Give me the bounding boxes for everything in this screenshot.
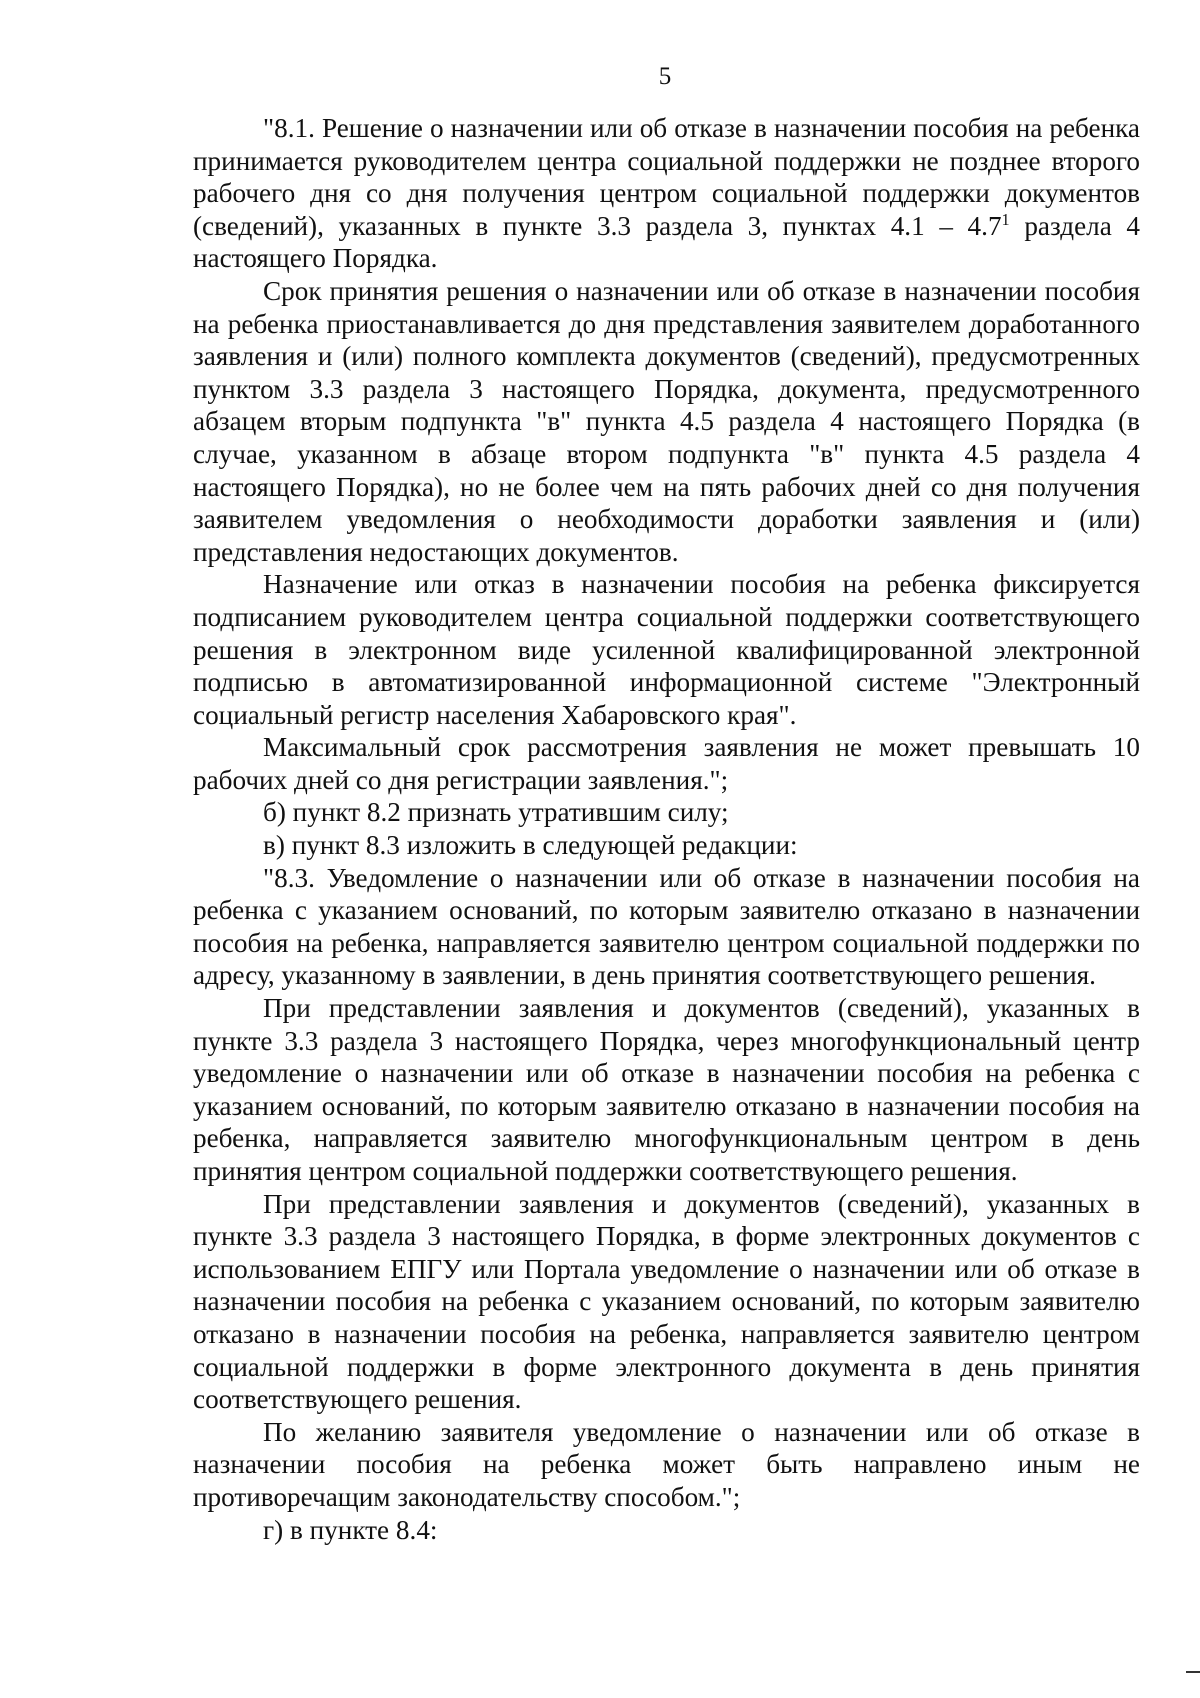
paragraph-8-1-text: "8.1. Решение о назначении или об отказе в назначении пособия на ребенка принимается руководителем центра социальной поддержки не позднее второго рабочего дня со дня получения центром социальной поддержки документов (сведений), указанных в пункте 3.3 раздела 3, пунктах 4.1 – 4.7 (193, 113, 1140, 241)
scan-edge-mark (1186, 1671, 1200, 1673)
paragraph-signing: Назначение или отказ в назначении пособия на ребенка фиксируется подписанием руководителем центра социальной поддержки соответствующего решения в электронном виде усиленной квалифицированной электронной подписью в автоматизированной информационной системе "Электронный социальный регистр населения Хабаровского края". (193, 569, 1140, 730)
paragraph-electronic-notice: При представлении заявления и документов (сведений), указанных в пункте 3.3 раздела 3 настоящего Порядка, в форме электронных документов с использованием ЕПГУ или Портала уведомление о назначении или об отказе в назначении пособия на ребенка с указанием оснований, по которым заявителю отказано в назначении пособия на ребенка, направляется заявителю центром социальной поддержки в форме электронного документа в день принятия соответствующего решения. (193, 1188, 1140, 1415)
paragraph-item-b: б) пункт 8.2 признать утратившим силу; (263, 797, 729, 828)
paragraph-max-term: Максимальный срок рассмотрения заявления не может превышать 10 рабочих дней со дня регистрации заявления."; (193, 732, 1140, 795)
paragraph-8-1 (193, 112, 1140, 275)
document-body (193, 112, 1140, 1546)
paragraph-mfc-notice: При представлении заявления и документов (сведений), указанных в пункте 3.3 раздела 3 настоящего Порядка, через многофункциональный центр уведомление о назначении или об отказе в назначении пособия на ребенка с указанием оснований, по которым заявителю отказано в назначении пособия на ребенка, направляется заявителю многофункциональным центром в день принятия центром социальной поддержки соответствующего решения. (193, 993, 1140, 1186)
superscript-marker: 1 (1001, 209, 1010, 229)
paragraph-item-v: в) пункт 8.3 изложить в следующей редакции: (263, 830, 798, 861)
page-number: 5 (658, 63, 672, 90)
paragraph-item-g: г) в пункте 8.4: (263, 1514, 438, 1545)
paragraph-other-method: По желанию заявителя уведомление о назначении или об отказе в назначении пособия на ребенка может быть направлено иным не противоречащим законодательству способом."; (193, 1416, 1140, 1512)
paragraph-8-3: "8.3. Уведомление о назначении или об отказе в назначении пособия на ребенка с указанием оснований, по которым заявителю отказано в назначении пособия на ребенка, направляется заявителю центром социальной поддержки по адресу, указанному в заявлении, в день принятия соответствующего решения. (193, 862, 1140, 991)
paragraph-8-1-tail: раздела 4 настоящего Порядка. (193, 210, 1140, 274)
paragraph-decision-term: Срок принятия решения о назначении или об отказе в назначении пособия на ребенка приостанавливается до дня представления заявителем доработанного заявления и (или) полного комплекта документов (сведений), предусмотренных пунктом 3.3 раздела 3 настоящего Порядка, документа, предусмотренного абзацем вторым подпункта "в" пункта 4.5 раздела 4 настоящего Порядка (в случае, указанном в абзаце втором подпункта "в" пункта 4.5 раздела 4 настоящего Порядка), но не более чем на пять рабочих дней со дня получения заявителем уведомления о необходимости доработки заявления и (или) представления недостающих документов. (193, 275, 1140, 567)
